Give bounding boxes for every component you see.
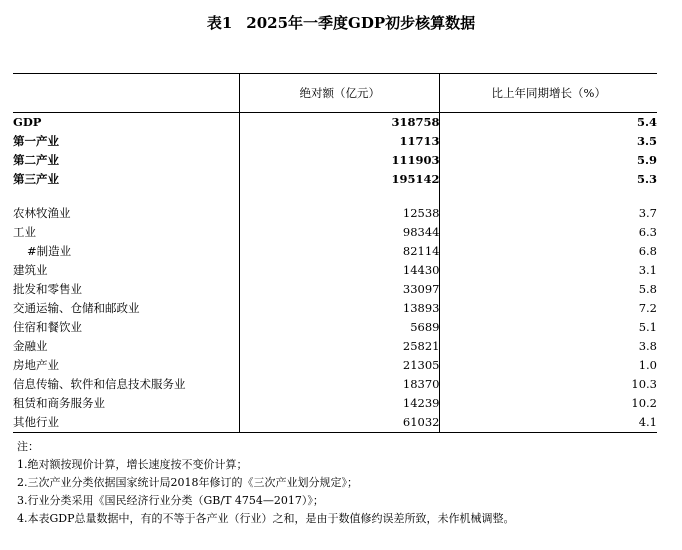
table-body: [13, 113, 657, 433]
row-value-cell: 82114: [240, 242, 440, 261]
table-row: [13, 151, 657, 170]
table-row: [13, 204, 657, 223]
row-name-cell: GDP: [13, 115, 42, 129]
table-row: [13, 261, 657, 280]
row-value-cell: 14239: [240, 394, 440, 413]
row-growth-cell: 5.4: [440, 113, 657, 133]
row-value-cell: 18370: [240, 375, 440, 394]
table-row: [13, 318, 657, 337]
table-spacer-row: [13, 189, 657, 204]
table-row: [13, 337, 657, 356]
row-growth-cell: 1.0: [440, 356, 657, 375]
row-name-cell: 第三产业: [13, 172, 59, 186]
row-growth-cell: 4.1: [440, 413, 657, 433]
row-growth-cell: 10.2: [440, 394, 657, 413]
gdp-table: [13, 73, 657, 433]
row-growth-cell: 10.3: [440, 375, 657, 394]
table-row: [13, 242, 657, 261]
table-row: [13, 356, 657, 375]
note-item: 1.绝对额按现价计算，增长速度按不变价计算；: [17, 458, 248, 471]
row-growth-cell: 5.1: [440, 318, 657, 337]
header-category: [13, 74, 240, 113]
note-item: 2.三次产业分类依据国家统计局2018年修订的《三次产业划分规定》；: [17, 476, 358, 489]
row-growth-cell: 7.2: [440, 299, 657, 318]
table-row: [13, 375, 657, 394]
row-value-cell: 14430: [240, 261, 440, 280]
row-value-cell: 33097: [240, 280, 440, 299]
row-growth-cell: 3.7: [440, 204, 657, 223]
row-name-cell: 建筑业: [13, 263, 48, 277]
row-name-cell: 租赁和商务服务业: [13, 396, 105, 410]
row-name-cell: 金融业: [13, 339, 48, 353]
row-name-cell: 批发和零售业: [13, 282, 82, 296]
row-name-cell: 第一产业: [13, 134, 59, 148]
row-name-cell: 工业: [13, 225, 36, 239]
row-growth-cell: 6.8: [440, 242, 657, 261]
table-number: 表1: [206, 14, 233, 32]
row-value-cell: 12538: [240, 204, 440, 223]
row-name-cell: 第二产业: [13, 153, 59, 167]
row-growth-cell: 6.3: [440, 223, 657, 242]
table-row: [13, 413, 657, 433]
row-name-cell: #制造业: [27, 244, 72, 258]
row-growth-cell: 5.8: [440, 280, 657, 299]
table-row: [13, 280, 657, 299]
row-name-cell: [13, 189, 240, 204]
row-value-cell: 61032: [240, 413, 440, 433]
row-growth-cell: [440, 189, 657, 204]
row-value-cell: 11713: [240, 132, 440, 151]
row-growth-cell: 3.1: [440, 261, 657, 280]
table-title-text: 2025年一季度GDP初步核算数据: [246, 14, 476, 32]
row-value-cell: 13893: [240, 299, 440, 318]
table-row: [13, 113, 657, 133]
row-value-cell: 21305: [240, 356, 440, 375]
notes-label: 注：: [17, 440, 39, 453]
table-header-row: [13, 74, 657, 113]
row-name-cell: 住宿和餐饮业: [13, 320, 82, 334]
row-growth-cell: 3.8: [440, 337, 657, 356]
table-title: [0, 12, 682, 33]
header-absolute-value: 绝对额（亿元）: [240, 74, 440, 113]
row-value-cell: 5689: [240, 318, 440, 337]
row-value-cell: 111903: [240, 151, 440, 170]
row-value-cell: 318758: [240, 113, 440, 133]
table-row: [13, 299, 657, 318]
table-row: [13, 170, 657, 189]
row-growth-cell: 5.9: [440, 151, 657, 170]
row-value-cell: 98344: [240, 223, 440, 242]
row-name-cell: 房地产业: [13, 358, 59, 372]
row-growth-cell: 3.5: [440, 132, 657, 151]
table-row: [13, 223, 657, 242]
row-value-cell: [240, 189, 440, 204]
header-growth-rate: 比上年同期增长（%）: [440, 74, 657, 113]
row-value-cell: 25821: [240, 337, 440, 356]
table-row: [13, 394, 657, 413]
notes: [17, 438, 667, 528]
row-name-cell: 其他行业: [13, 413, 240, 433]
row-name-cell: 交通运输、仓储和邮政业: [13, 301, 140, 315]
note-item: 3.行业分类采用《国民经济行业分类（GB/T 4754—2017）》；: [17, 494, 324, 507]
row-name-cell: 信息传输、软件和信息技术服务业: [13, 377, 186, 391]
table-row: [13, 132, 657, 151]
row-name-cell: 农林牧渔业: [13, 206, 71, 220]
note-item: 4.本表GDP总量数据中，有的不等于各产业（行业）之和，是由于数值修约误差所致，未作机械调整。: [17, 512, 515, 525]
row-growth-cell: 5.3: [440, 170, 657, 189]
row-value-cell: 195142: [240, 170, 440, 189]
